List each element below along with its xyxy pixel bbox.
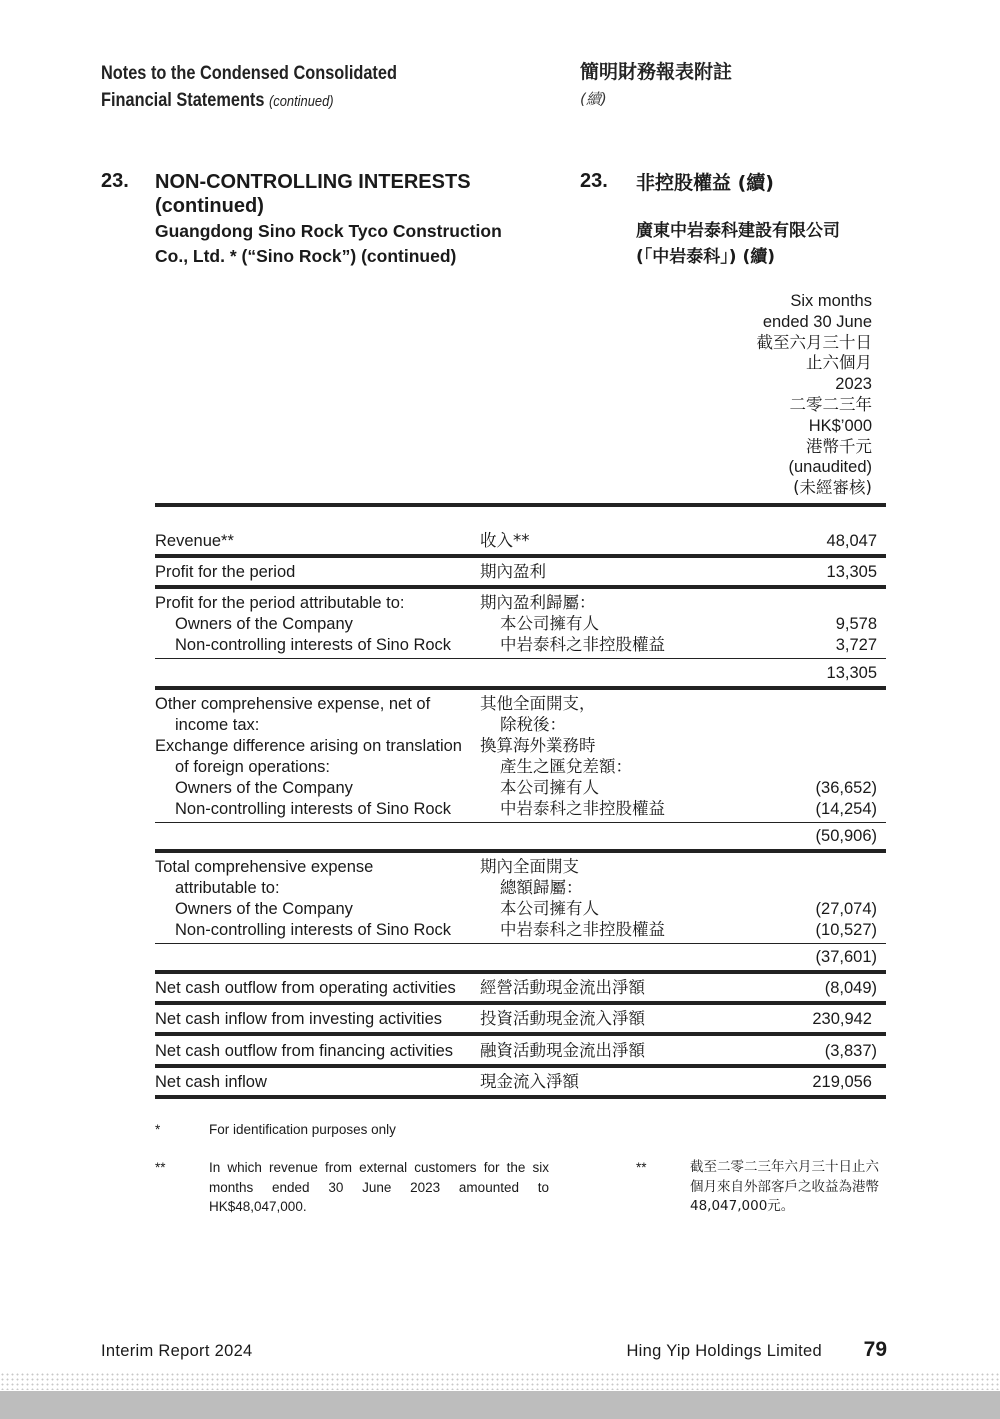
header-title-en (101, 60, 397, 115)
header-title-line2-text: Financial Statements (101, 90, 265, 111)
row-label-en: Profit for the period attributable to: (155, 594, 405, 612)
row-value: 219,056 (812, 1073, 872, 1091)
section-subtitle-cn-line2: (「中岩泰科」) (續) (636, 247, 775, 267)
footnote-mark-cn: ** (636, 1160, 647, 1175)
column-header-line: (未經審核) (793, 478, 872, 498)
row-value: (36,652) (815, 779, 877, 797)
row-label-zh: 本公司擁有人 (500, 614, 599, 633)
row-value: (3,837) (824, 1042, 877, 1060)
row-label-en: Profit for the period (155, 563, 296, 581)
row-label-zh: 中岩泰科之非控股權益 (500, 635, 665, 654)
column-header-line: 2023 (835, 375, 872, 394)
bottom-bar (0, 1391, 1000, 1419)
row-label-en: Net cash outflow from operating activities (155, 979, 456, 997)
column-header-line: 二零二三年 (789, 394, 872, 414)
table-rule (155, 585, 886, 589)
row-label-zh: 本公司擁有人 (500, 899, 599, 918)
row-label-zh: 除稅後： (500, 715, 566, 734)
table-rule (155, 658, 886, 659)
row-value: 3,727 (835, 636, 877, 654)
header-continued-cn: (續) (580, 90, 607, 108)
footnote-mark: * (155, 1122, 161, 1137)
table-rule (155, 943, 886, 944)
row-label-zh: 期內盈利歸屬： (480, 593, 596, 612)
row-label-zh: 本公司擁有人 (500, 778, 599, 797)
footnote-text: For identification purposes only (209, 1122, 396, 1137)
row-label-en: Net cash inflow from investing activities (155, 1010, 443, 1028)
section-number-cn: 23. (580, 170, 608, 192)
row-label-en: Total comprehensive expense (155, 858, 374, 876)
column-header-line: 港幣千元 (806, 436, 872, 456)
row-label-zh: 經營活動現金流出淨額 (480, 978, 645, 997)
row-subtotal: (37,601) (815, 948, 877, 966)
row-label-zh: 收入** (480, 531, 530, 550)
row-subtotal: 13,305 (826, 664, 877, 682)
table-rule (155, 1095, 886, 1099)
table-rule (155, 1064, 886, 1068)
row-value: (10,527) (815, 921, 877, 939)
header-title-cn: 簡明財務報表附註 (580, 61, 733, 83)
header-title-line2 (101, 87, 397, 115)
table-rule (155, 849, 886, 853)
row-label-en: Owners of the Company (175, 615, 353, 633)
column-header (757, 291, 873, 499)
table-rule (155, 1001, 886, 1005)
row-label-en: income tax: (175, 716, 260, 734)
row-label-zh: 投資活動現金流入淨額 (480, 1009, 645, 1028)
row-value: (27,074) (815, 900, 877, 918)
table-rule (155, 1032, 886, 1036)
row-label-en: Non-controlling interests of Sino Rock (175, 800, 452, 818)
row-value: 9,578 (835, 615, 877, 633)
section-subtitle-en (155, 219, 555, 269)
section-subtitle-cn (636, 218, 840, 270)
row-label-en: Owners of the Company (175, 779, 353, 797)
column-header-line: HK$’000 (808, 416, 872, 435)
section-title-en: NON-CONTROLLING INTERESTS (continued) (155, 171, 471, 217)
row-label-zh: 中岩泰科之非控股權益 (500, 920, 665, 939)
table-rule (155, 503, 886, 507)
row-label-zh: 現金流入淨額 (480, 1072, 579, 1091)
row-label-zh: 融資活動現金流出淨額 (480, 1041, 645, 1060)
row-label-en: Other comprehensive expense, net of (155, 695, 431, 713)
row-label-en: Net cash outflow from financing activities (155, 1042, 454, 1060)
section-subtitle-cn-line1: 廣東中岩泰科建設有限公司 (636, 221, 840, 241)
row-label-en: Non-controlling interests of Sino Rock (175, 636, 452, 654)
row-label-en: Non-controlling interests of Sino Rock (175, 921, 452, 939)
row-label-zh: 期內盈利 (480, 562, 546, 581)
footnote-text: In which revenue from external customers for the six months ended 30 June 2023 amounted to HK$48,047,000. (209, 1160, 549, 1214)
column-header-line: 截至六月三十日 (756, 332, 872, 352)
row-label-en: of foreign operations: (175, 758, 331, 776)
row-label-zh: 其他全面開支， (480, 694, 596, 713)
column-header-line: Six months (790, 292, 872, 310)
dotted-band (0, 1372, 1000, 1390)
row-label-en: Net cash inflow (155, 1073, 267, 1091)
footer-company-name: Hing Yip Holdings Limited (626, 1342, 822, 1360)
row-value: (8,049) (824, 979, 877, 997)
footnote-mark: ** (155, 1160, 166, 1175)
page-number: 79 (863, 1338, 887, 1361)
table-rule (155, 822, 886, 823)
footer-report-name: Interim Report 2024 (101, 1342, 253, 1360)
row-label-en: Revenue** (155, 532, 234, 550)
section-subtitle-en-line1: Guangdong Sino Rock Tyco Construction (155, 221, 502, 241)
section-subtitle-en-line2: Co., Ltd. * (“Sino Rock”) (continued) (155, 246, 457, 266)
table-rule (155, 554, 886, 558)
row-label-zh: 總額歸屬： (500, 878, 583, 897)
row-label-zh: 期內全面開支 (480, 857, 579, 876)
row-label-zh: 換算海外業務時 (480, 736, 596, 755)
column-header-line: ended 30 June (762, 312, 872, 331)
section-title-cn: 非控股權益 (續) (636, 172, 774, 194)
row-label-en: attributable to: (175, 879, 280, 897)
row-value: (14,254) (815, 800, 877, 818)
footnote-text-cn: 截至二零二三年六月三十日止六個月來自外部客戶之收益為港幣48,047,000元。 (690, 1159, 879, 1214)
header-title-line1: Notes to the Condensed Consolidated (101, 63, 397, 84)
row-label-en: Exchange difference arising on translation (155, 737, 462, 755)
table-rule (155, 686, 886, 690)
table-rule (155, 970, 886, 974)
header-continued-en: (continued) (268, 93, 334, 110)
row-label-zh: 產生之匯兌差額： (500, 757, 632, 776)
row-subtotal: (50,906) (815, 827, 877, 845)
section-number-en: 23. (101, 170, 129, 192)
row-value: 13,305 (826, 563, 877, 581)
column-header-line: (unaudited) (788, 458, 872, 477)
row-value: 48,047 (826, 532, 877, 550)
row-label-zh: 中岩泰科之非控股權益 (500, 799, 665, 818)
column-header-line: 止六個月 (806, 353, 872, 373)
row-label-en: Owners of the Company (175, 900, 353, 918)
row-value: 230,942 (812, 1010, 872, 1028)
